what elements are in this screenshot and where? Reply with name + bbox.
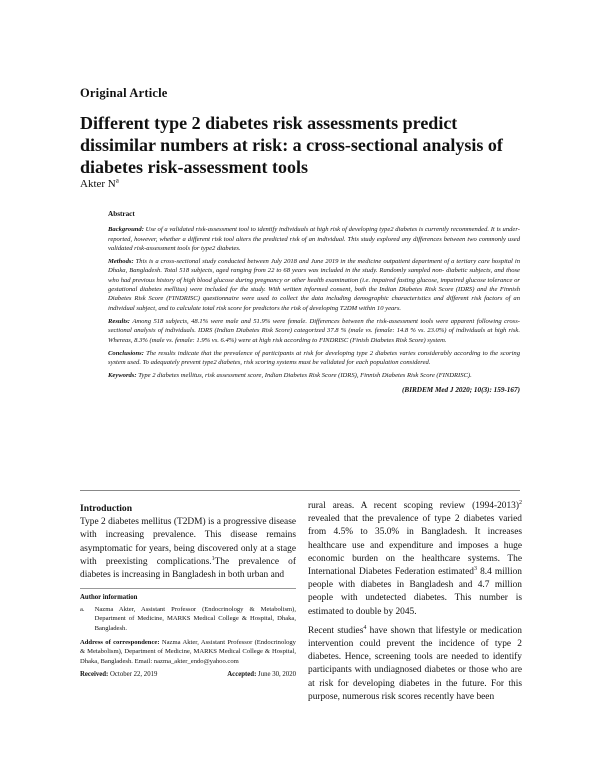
accepted-label: Accepted: bbox=[227, 671, 257, 679]
methods-label: Methods: bbox=[108, 258, 134, 266]
accepted-date bbox=[227, 670, 296, 680]
conclusions-text: The results indicate that the prevalence of participants at risk for developing type 2 diabetes varies considerably according to the scoring system used. To adequately prevent type2 diabetes, risk scoring systems must be validated for each population considered. bbox=[108, 349, 520, 367]
abstract-results bbox=[108, 317, 520, 345]
abstract-keywords bbox=[108, 371, 520, 380]
abstract-methods bbox=[108, 257, 520, 313]
conclusions-label: Conclusions: bbox=[108, 349, 144, 357]
keywords-text: Type 2 diabetes mellitus, risk assessment score, Indian Diabetes Risk Score (IDRS), Finnish Diabetes Risk Score (FINDRISC). bbox=[136, 372, 472, 380]
correspondence-address bbox=[80, 638, 296, 667]
author-affiliation-mark: a bbox=[115, 176, 119, 185]
background-text: Use of a validated risk-assessment tool to identify individuals at high risk of developing type2 diabetes is currently recommended. It is under-reported, however, whether a different risk tool alters the predicted risk of an individual. This study explored any differences between two commonly used validated risk-assessment tools for type2 diabetes. bbox=[108, 226, 520, 252]
accepted-value: June 30, 2020 bbox=[256, 671, 296, 679]
right-column bbox=[308, 500, 522, 710]
body-paragraph-1 bbox=[308, 500, 522, 619]
reference-mark: 3 bbox=[474, 565, 477, 572]
affiliation-item bbox=[80, 605, 296, 634]
affiliation-text: Nazma Akter, Assistant Professor (Endocrinology & Metabolism), Department of Medicine, MARKS Medical College & Hospital, Dhaka, Bangladesh. bbox=[94, 605, 296, 632]
introduction-heading: Introduction bbox=[80, 503, 133, 514]
affiliation-letter: a. bbox=[80, 605, 85, 613]
reference-mark: 2 bbox=[519, 499, 522, 506]
author-line bbox=[80, 178, 119, 190]
received-value: October 22, 2019 bbox=[108, 671, 158, 679]
received-label: Received: bbox=[80, 671, 109, 679]
rp1-text-a: rural areas. A recent scoping review (1994-2013) bbox=[308, 501, 519, 511]
body-paragraph-2 bbox=[308, 625, 522, 704]
author-information-heading: Author information bbox=[80, 594, 138, 602]
correspondence-text: Nazma Akter, Assistant Professor (Endocrinology & Metabolism), Department of Medicine, MARKS Medical College & Hospital, Dhaka, Bangladesh. Email: nazma_akter_endo@yahoo.com bbox=[80, 638, 296, 665]
introduction-paragraph bbox=[80, 516, 296, 582]
results-text: Among 518 subjects, 48.1% were male and 51.9% were female. Differences between the risk-assessment tools were apparent following cross-sectional analysis of individuals. IDRS (Indian Diabetes Risk Score) categorized 37.8 % (male vs. female: 14.8 % vs. 23.0%) of individuals at high risk. Whereas, 8.3% (male vs. female: 1.9% vs. 6.4%) were at high risk according to FINDRISC (Finish Diabetes Risk Score) system. bbox=[108, 317, 520, 344]
intro-text-a: Type 2 diabetes mellitus (T2DM) is a progressive disease with increasing prevalence. This disease remains asymptomatic for years, being discovered only at a stage with preexisting complications. bbox=[80, 517, 296, 567]
article-title: Different type 2 diabetes risk assessments predict dissimilar numbers at risk: a cross-sectional analysis of diabetes risk-assessment tools bbox=[80, 113, 503, 177]
abstract-conclusions bbox=[108, 349, 520, 368]
author-name: Akter N bbox=[80, 178, 116, 190]
rp1-text-b: revealed that the prevalence of type 2 diabetes varied from 4.5% to 35.0% in Bangladesh. It increases healthcare use and expenditure and imposes a huge economic burden on the healthcare systems. The International Diabetes Federation estimated bbox=[308, 514, 522, 578]
rp2-text-a: Recent studies bbox=[308, 625, 364, 636]
submission-dates bbox=[80, 670, 296, 680]
rp2-text-b: have shown that lifestyle or medication intervention could prevent the incidence of type 2 diabetes. Hence, screening tools are needed to identify participants with undiagnosed diabetes or those who are at risk for developing diabetes in the future. For this purpose, numerous risk scores recently have been bbox=[308, 625, 522, 702]
reference-mark: 1 bbox=[211, 555, 215, 562]
abstract-block bbox=[108, 210, 520, 395]
left-column bbox=[80, 502, 296, 680]
background-label: Background: bbox=[108, 226, 144, 234]
results-label: Results: bbox=[108, 317, 130, 325]
journal-citation: (BIRDEM Med J 2020; 10(3): 159-167) bbox=[402, 385, 520, 394]
section-divider bbox=[80, 490, 520, 491]
article-type-label: Original Article bbox=[80, 86, 168, 100]
received-date bbox=[80, 670, 157, 680]
abstract-background bbox=[108, 225, 520, 253]
methods-text: This is a cross-sectional study conducted between July 2018 and June 2019 in the medicine outpatient department of a tertiary care hospital in Dhaka, Bangladesh. Total 518 subjects, aged ranging from 22 to 68 years was included in the study. Randomly sampled non- diabetic subjects, and those who had previous history of high blood glucose during pregnancy or other health examination (i.e. impaired fasting glucose, impaired glucose tolerance or gestational diabetes mellitus) were included for the study. With written informed consent, both the Indian Diabetes Risk Score (IDRS) and the Finnish Diabetes Risk Score (FINDRISC) questionnaire were used to collect the data including demographic characteristics and different risk factors of an individual subject, and to calculate total risk score for predictors the risk of developing T2DM within 10 years. bbox=[108, 258, 520, 312]
keywords-label: Keywords: bbox=[108, 372, 137, 380]
reference-mark: 4 bbox=[363, 624, 367, 631]
intro-text-b: The prevalence of diabetes is increasing in Bangladesh in both urban and bbox=[80, 556, 296, 581]
author-information-box bbox=[80, 588, 296, 680]
rp1-text-c: 8.4 million people with diabetes in Bangladesh and 4.7 million people with undetected diabetes. This number is estimated to double by 2045. bbox=[308, 567, 522, 617]
correspondence-label: Address of correspondence: bbox=[80, 638, 160, 646]
abstract-heading: Abstract bbox=[108, 210, 135, 218]
